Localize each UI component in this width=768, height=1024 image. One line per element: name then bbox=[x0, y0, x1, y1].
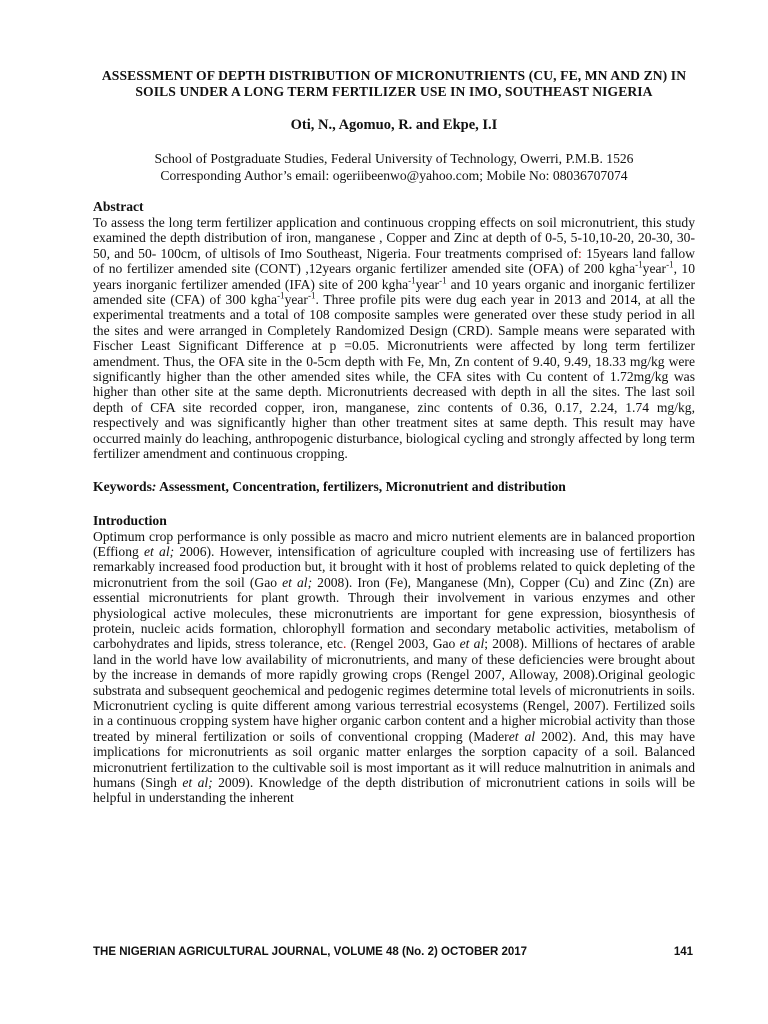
page-footer bbox=[93, 946, 693, 958]
page-number: 141 bbox=[673, 946, 693, 958]
affiliation-line: School of Postgraduate Studies, Federal University of Technology, Owerri, P.M.B. 1526 bbox=[154, 151, 634, 166]
author-list: Oti, N., Agomuo, R. and Ekpe, I.I bbox=[290, 117, 498, 133]
corresponding-author-line[interactable]: Corresponding Author’s email: ogeriibeenwo@yahoo.com; Mobile No: 08036707074 bbox=[160, 168, 628, 183]
keywords-line: Keywords: Assessment, Concentration, fertilizers, Micronutrient and distribution bbox=[93, 478, 566, 494]
introduction-text: Optimum crop performance is only possible as macro and micro nutrient elements are in balanced proportion (Effiong et al; 2006). However, intensification of agriculture coupled with increasing use of fertilizers has remarkably increased food production but, it brought with it host of problems related to quick depleting of the micronutrient from the soil (Gao et al; 2008). Iron (Fe), Manganese (Mn), Copper (Cu) and Zinc (Zn) are essential micronutrients for plant growth. Through their involvement in various enzymes and other physiological active molecules, these micronutrients are important for gene expression, biosynthesis of protein, nucleic acids formation, chlorophyll formation and secondary metabolic activities, metabolism of carbohydrates and lipids, stress tolerance, etc. (Rengel 2003, Gao et al; 2008). Millions of hectares of arable land in the world have low availability of micronutrients, and many of these deficiencies were brought about by the increase in demands of more rapidly growing crops (Rengel 2007, Alloway, 2008).Original geologic substrata and subsequent geochemical and pedogenic regimes determine total levels of micronutrients in soils. Micronutrient cycling is quite different among various terrestrial ecosystems (Rengel, 2007). Fertilized soils in a continuous cropping system have higher organic carbon content and a higher microbial activity than those treated by mineral fertilization or soils of conventional cropping (Maderet al 2002). And, this may have implications for micronutrients as soil organic matter enlarges the sorption capacity of a soil. Balanced micronutrient fertilization to the cultivable soil is most important as it will reduce malnutrition in animals and humans (Singh et al; 2009). Knowledge of the depth distribution of micronutrient cations in soils will be helpful in understanding the inherent bbox=[93, 528, 696, 806]
abstract-text: To assess the long term fertilizer application and continuous cropping effects on soil micronutrient, this study examined the depth distribution of iron, manganese , Copper and Zinc at depth of 0-5, 5-10,10-20, 20-30, 30- 50, and 50- 100cm, of ultisols of Imo Southeast, Nigeria. Four treatments comprised of: 15years land fallow of no fertilizer amended site (CONT) ,12years organic fertilizer amended site (OFA) of 200 kgha$^{-1}$year$^{-1}$, 10 years inorganic fertilizer amended (IFA) site of 200 kgha$^{-1}$year$^{-1}$ and 10 years organic and inorganic fertilizer amended site (CFA) of 300 kgha$^{-1}$year$^{-1}$. Three profile pits were dug each year in 2013 and 2014, at all the experimental treatments and a total of 108 composite samples were generated over these study period in all the sites and were arranged in Completely Randomized Design (CRD). Sample means were separated with Fischer Least Significant Difference at p =0.05. Micronutrients were affected by long term fertilizer amendment. Thus, the OFA site in the 0-5cm depth with Fe, Mn, Zn content of 9.40, 9.49, 18.33 mg/kg were significantly higher than the other amended sites while, the CFA sites with Cu content of 1.72mg/kg was higher than other site at the same depth. Micronutrients decreased with depth in all the sites. The last soil depth of CFA site recorded copper, iron, manganese, zinc contents of 0.36, 0.17, 2.24, 1.74 mg/kg, respectively and was significantly higher than other treatment sites at same depth. This result may have occurred mainly do leaching, anthropogenic disturbance, biological cycling and strongly affected by long term fertilizer amendment and continuous cropping. bbox=[93, 215, 696, 462]
affiliation-block bbox=[93, 150, 695, 184]
tracked-deletion: : bbox=[578, 245, 582, 261]
paper-page bbox=[93, 68, 695, 806]
tracked-deletion: . bbox=[342, 636, 347, 652]
paper-title: ASSESSMENT OF DEPTH DISTRIBUTION OF MICRONUTRIENTS (CU, FE, MN AND ZN) IN SOILS UNDER A LONG TERM FERTILIZER USE IN IMO, SOUTHEAST NIGERIA bbox=[101, 68, 687, 99]
introduction-heading: Introduction bbox=[93, 512, 167, 528]
abstract-heading: Abstract bbox=[93, 199, 144, 214]
journal-name: THE NIGERIAN AGRICULTURAL JOURNAL, VOLUME 48 (No. 2) OCTOBER 2017 bbox=[93, 946, 528, 958]
